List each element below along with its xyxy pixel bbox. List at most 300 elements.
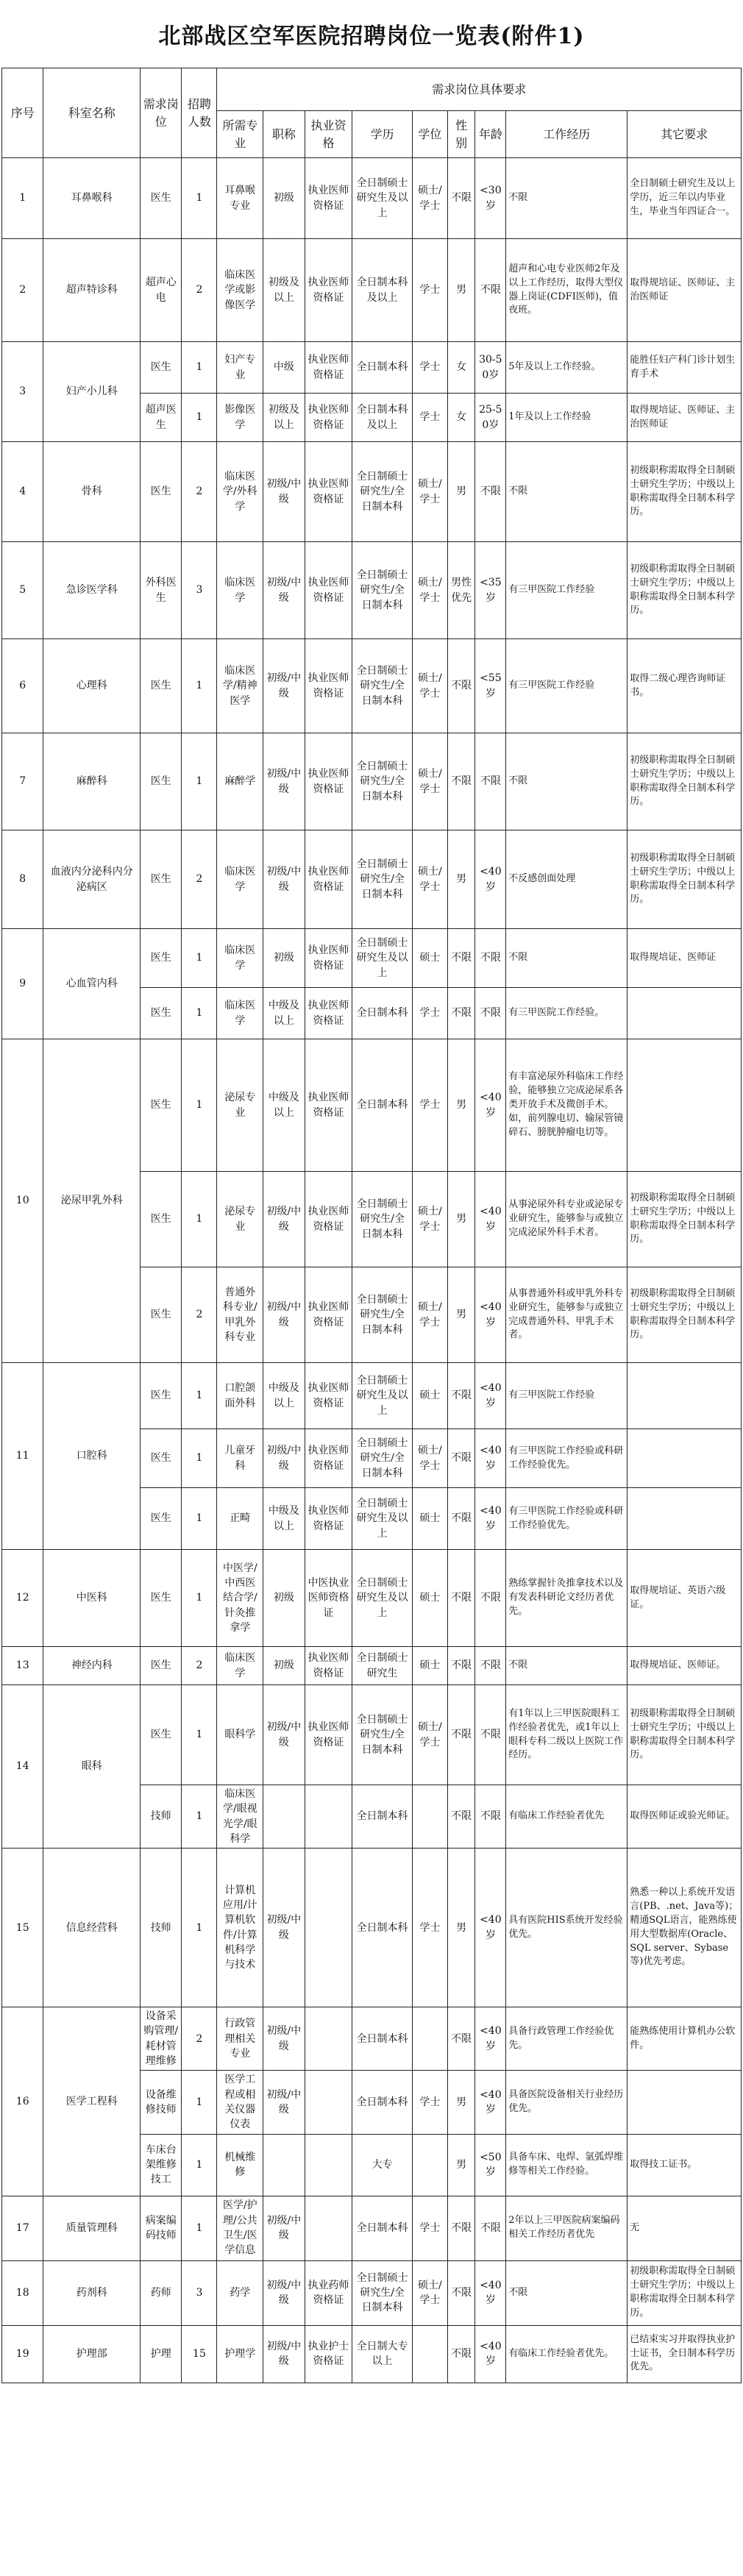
cell-license: 执业医师资格证 [305,988,352,1039]
cell-age: 不限 [475,1550,506,1647]
cell-count: 3 [182,542,217,639]
cell-license: 执业医师资格证 [305,929,352,988]
cell-seq: 3 [2,342,43,442]
cell-degree: 硕士/学士 [412,442,447,542]
cell-major: 行政管理相关专业 [217,2007,263,2071]
cell-post: 技师 [141,1785,182,1849]
cell-rank: 中级及以上 [263,988,305,1039]
cell-count: 1 [182,2196,217,2260]
cell-seq: 6 [2,639,43,733]
cell-age: 不限 [475,929,506,988]
cell-gender: 不限 [447,1550,475,1647]
cell-post: 病案编码技师 [141,2196,182,2260]
cell-count: 1 [182,342,217,394]
cell-count: 3 [182,2260,217,2325]
header-gender: 性别 [447,111,475,158]
cell-post: 设备采购管理/耗材管理维修 [141,2007,182,2071]
cell-major: 医学工程或相关仪器仪表 [217,2071,263,2134]
cell-post: 医生 [141,733,182,830]
cell-count: 1 [182,2134,217,2196]
cell-edu: 全日制大专以上 [352,2325,412,2383]
cell-gender: 不限 [447,1685,475,1785]
cell-license: 执业医师资格证 [305,733,352,830]
cell-other: 无 [628,2196,742,2260]
cell-seq: 2 [2,239,43,342]
cell-dept: 血液内分泌科内分泌病区 [43,830,141,929]
cell-post: 医生 [141,639,182,733]
cell-age: <40岁 [475,1172,506,1267]
cell-rank: 中级 [263,342,305,394]
cell-count: 1 [182,1785,217,1849]
cell-degree: 学士 [412,239,447,342]
cell-dept: 药剂科 [43,2260,141,2325]
cell-age: <40岁 [475,1363,506,1429]
cell-gender: 不限 [447,158,475,239]
cell-degree: 学士 [412,2071,447,2134]
cell-exp: 不限 [506,733,628,830]
cell-age: <40岁 [475,2260,506,2325]
header-post: 需求岗位 [141,68,182,158]
cell-post: 车床台架维修技工 [141,2134,182,2196]
cell-exp: 有临床工作经验者优先 [506,1785,628,1849]
cell-degree: 硕士 [412,1488,447,1550]
cell-count: 1 [182,733,217,830]
cell-degree: 硕士/学士 [412,1429,447,1488]
cell-count: 15 [182,2325,217,2383]
cell-rank: 初级/中级 [263,1429,305,1488]
cell-post: 护理 [141,2325,182,2383]
cell-edu: 全日制本科 [352,342,412,394]
header-age: 年龄 [475,111,506,158]
cell-gender: 不限 [447,2260,475,2325]
cell-edu: 全日制硕士研究生/全日制本科 [352,1429,412,1488]
cell-rank: 初级/中级 [263,2325,305,2383]
cell-exp: 不限 [506,442,628,542]
cell-age: <40岁 [475,2071,506,2134]
cell-seq: 4 [2,442,43,542]
cell-post: 医生 [141,1172,182,1267]
cell-major: 医学/护理/公共卫生/医学信息 [217,2196,263,2260]
cell-other [628,2071,742,2134]
cell-seq: 9 [2,929,43,1039]
cell-seq: 8 [2,830,43,929]
cell-count: 1 [182,639,217,733]
cell-count: 1 [182,988,217,1039]
cell-age: <40岁 [475,1429,506,1488]
cell-post: 医生 [141,1488,182,1550]
cell-degree [412,1785,447,1849]
cell-rank: 初级/中级 [263,2071,305,2134]
cell-edu: 全日制本科 [352,1849,412,2007]
cell-dept: 耳鼻喉科 [43,158,141,239]
cell-exp: 有三甲医院工作经验 [506,542,628,639]
cell-count: 1 [182,2071,217,2134]
cell-license: 执业医师资格证 [305,542,352,639]
cell-license: 执业医师资格证 [305,342,352,394]
cell-major: 计算机应用/计算机软件/计算机科学与技术 [217,1849,263,2007]
cell-gender: 男 [447,1267,475,1363]
cell-license: 执业医师资格证 [305,442,352,542]
cell-seq: 7 [2,733,43,830]
cell-exp: 具备车床、电焊、氩弧焊维修等相关工作经验。 [506,2134,628,2196]
cell-other [628,1429,742,1488]
cell-major: 泌尿专业 [217,1039,263,1172]
cell-major: 临床医学 [217,1647,263,1685]
cell-degree: 硕士/学士 [412,1685,447,1785]
cell-rank: 中级及以上 [263,1039,305,1172]
header-license: 执业资格 [305,111,352,158]
cell-exp: 不限 [506,929,628,988]
cell-major: 临床医学 [217,542,263,639]
cell-rank [263,2134,305,2196]
header-edu: 学历 [352,111,412,158]
cell-count: 1 [182,1685,217,1785]
cell-age: 不限 [475,988,506,1039]
cell-exp: 2年以上三甲医院病案编码相关工作经历者优先 [506,2196,628,2260]
cell-degree: 学士 [412,2196,447,2260]
cell-exp: 不限 [506,1647,628,1685]
cell-other: 初级职称需取得全日制硕士研究生学历；中级以上职称需取得全日制本科学历。 [628,442,742,542]
cell-post: 医生 [141,1267,182,1363]
cell-edu: 全日制硕士研究生/全日制本科 [352,1685,412,1785]
cell-other: 全日制硕士研究生及以上学历，近三年以内毕业生，毕业当年四证合一。 [628,158,742,239]
cell-dept: 口腔科 [43,1363,141,1550]
cell-dept: 眼科 [43,1685,141,1849]
cell-degree: 硕士/学士 [412,830,447,929]
cell-edu: 全日制硕士研究生及以上 [352,1550,412,1647]
cell-gender: 男 [447,2071,475,2134]
cell-count: 2 [182,2007,217,2071]
page-title: 北部战区空军医院招聘岗位一览表(附件1) [158,24,585,49]
cell-age: <55岁 [475,639,506,733]
cell-gender: 不限 [447,1363,475,1429]
cell-dept: 超声特诊科 [43,239,141,342]
cell-other [628,1488,742,1550]
cell-count: 1 [182,1172,217,1267]
cell-age: <40岁 [475,2325,506,2383]
cell-rank: 初级/中级 [263,830,305,929]
table-row [2,542,742,639]
cell-license: 执业医师资格证 [305,158,352,239]
cell-rank: 初级 [263,1550,305,1647]
cell-major: 临床医学 [217,929,263,988]
cell-rank: 初级/中级 [263,1172,305,1267]
cell-edu: 全日制硕士研究生 [352,1647,412,1685]
cell-post: 医生 [141,1685,182,1785]
cell-rank: 初级/中级 [263,2007,305,2071]
cell-rank: 初级及以上 [263,394,305,442]
cell-rank: 初级/中级 [263,1849,305,2007]
cell-post: 药师 [141,2260,182,2325]
cell-count: 1 [182,1429,217,1488]
cell-rank: 初级 [263,1647,305,1685]
cell-age: 不限 [475,1685,506,1785]
table-row [2,442,742,542]
cell-exp: 具备行政管理工作经验优先。 [506,2007,628,2071]
cell-count: 2 [182,239,217,342]
cell-license: 执业医师资格证 [305,394,352,442]
cell-exp: 有临床工作经验者优先。 [506,2325,628,2383]
cell-other [628,1363,742,1429]
cell-other: 取得规培证、医师证。 [628,1647,742,1685]
cell-edu: 全日制硕士研究生/全日制本科 [352,830,412,929]
cell-seq: 19 [2,2325,43,2383]
cell-gender: 不限 [447,1785,475,1849]
cell-seq: 5 [2,542,43,639]
cell-gender: 男 [447,1039,475,1172]
cell-major: 临床医学或影像医学 [217,239,263,342]
cell-other: 取得技工证书。 [628,2134,742,2196]
cell-edu: 全日制硕士研究生及以上 [352,1488,412,1550]
cell-gender: 不限 [447,1429,475,1488]
cell-license [305,2071,352,2134]
cell-age: <40岁 [475,830,506,929]
cell-exp: 不反感创面处理 [506,830,628,929]
cell-major: 临床医学/精神医学 [217,639,263,733]
cell-rank: 初级/中级 [263,2260,305,2325]
cell-edu: 全日制硕士研究生/全日制本科 [352,442,412,542]
table-row [2,929,742,988]
cell-count: 1 [182,1363,217,1429]
cell-rank: 初级及以上 [263,239,305,342]
header-dept: 科室名称 [43,68,141,158]
cell-major: 眼科学 [217,1685,263,1785]
cell-major: 护理学 [217,2325,263,2383]
cell-age: 不限 [475,2196,506,2260]
cell-other: 初级职称需取得全日制硕士研究生学历；中级以上职称需取得全日制本科学历。 [628,733,742,830]
cell-dept: 急诊医学科 [43,542,141,639]
cell-gender: 女 [447,342,475,394]
cell-exp: 从事普通外科或甲乳外科专业研究生，能够参与或独立完成普通外科、甲乳手术者。 [506,1267,628,1363]
table-row [2,2260,742,2325]
cell-seq: 12 [2,1550,43,1647]
cell-edu: 全日制本科及以上 [352,239,412,342]
cell-edu: 全日制硕士研究生/全日制本科 [352,1172,412,1267]
cell-gender: 不限 [447,2325,475,2383]
cell-license [305,2134,352,2196]
cell-gender: 男 [447,1172,475,1267]
cell-age: 不限 [475,442,506,542]
cell-gender: 不限 [447,2196,475,2260]
cell-license: 执业医师资格证 [305,1172,352,1267]
cell-post: 外科医生 [141,542,182,639]
cell-count: 1 [182,1039,217,1172]
cell-seq: 14 [2,1685,43,1849]
cell-exp: 熟练掌握针灸推拿技术以及有发表科研论文经历者优先。 [506,1550,628,1647]
cell-age: 不限 [475,239,506,342]
cell-post: 超声心电 [141,239,182,342]
cell-rank: 中级及以上 [263,1488,305,1550]
cell-major: 中医学/中西医结合学/针灸推拿学 [217,1550,263,1647]
cell-post: 医生 [141,1550,182,1647]
table-row [2,1039,742,1172]
header-degree: 学位 [412,111,447,158]
cell-post: 医生 [141,442,182,542]
cell-edu: 全日制硕士研究生及以上 [352,158,412,239]
cell-seq: 13 [2,1647,43,1685]
cell-age: <35岁 [475,542,506,639]
header-requirements-group: 需求岗位具体要求 [217,68,742,111]
cell-major: 口腔颌面外科 [217,1363,263,1429]
cell-dept: 心理科 [43,639,141,733]
cell-license: 执业医师资格证 [305,1647,352,1685]
cell-degree: 学士 [412,342,447,394]
cell-post: 设备维修技师 [141,2071,182,2134]
table-body [2,158,742,2383]
cell-age: 不限 [475,1785,506,1849]
cell-rank: 初级/中级 [263,2196,305,2260]
cell-degree: 学士 [412,394,447,442]
cell-edu: 全日制硕士研究生及以上 [352,929,412,988]
cell-major: 麻醉学 [217,733,263,830]
cell-edu: 全日制本科及以上 [352,394,412,442]
cell-dept: 信息经营科 [43,1849,141,2007]
cell-license [305,2196,352,2260]
cell-rank: 初级 [263,929,305,988]
cell-post: 医生 [141,1039,182,1172]
cell-count: 2 [182,1267,217,1363]
cell-degree: 硕士/学士 [412,1267,447,1363]
recruitment-table [1,68,742,2383]
cell-edu: 全日制硕士研究生及以上 [352,1363,412,1429]
cell-license [305,1849,352,2007]
cell-dept: 骨科 [43,442,141,542]
cell-other: 取得医师证或验光师证。 [628,1785,742,1849]
cell-other: 已结束实习并取得执业护士证书，全日制本科学历优先。 [628,2325,742,2383]
cell-other: 初级职称需取得全日制硕士研究生学历；中级以上职称需取得全日制本科学历。 [628,830,742,929]
cell-edu: 全日制硕士研究生/全日制本科 [352,639,412,733]
cell-gender: 男 [447,239,475,342]
cell-major: 耳鼻喉专业 [217,158,263,239]
cell-edu: 全日制本科 [352,2007,412,2071]
cell-post: 医生 [141,1647,182,1685]
cell-dept: 中医科 [43,1550,141,1647]
cell-seq: 15 [2,1849,43,2007]
cell-degree: 硕士 [412,1550,447,1647]
cell-other: 能胜任妇产科门诊计划生育手术 [628,342,742,394]
cell-degree: 硕士/学士 [412,2260,447,2325]
header-seq: 序号 [2,68,43,158]
cell-age: <40岁 [475,2007,506,2071]
table-row [2,830,742,929]
cell-seq: 17 [2,2196,43,2260]
cell-license: 执业医师资格证 [305,239,352,342]
cell-dept: 医学工程科 [43,2007,141,2196]
cell-rank: 初级/中级 [263,442,305,542]
cell-gender: 男 [447,1849,475,2007]
cell-count: 1 [182,929,217,988]
cell-degree: 硕士/学士 [412,1172,447,1267]
cell-major: 临床医学/外科学 [217,442,263,542]
table-row [2,2007,742,2071]
cell-other [628,988,742,1039]
table-row [2,733,742,830]
cell-count: 1 [182,394,217,442]
cell-exp: 具备医院设备相关行业经历优先。 [506,2071,628,2134]
cell-degree: 硕士/学士 [412,542,447,639]
cell-count: 2 [182,1647,217,1685]
cell-exp: 有1年以上三甲医院眼科工作经验者优先，或1年以上眼科专科二级以上医院工作经历。 [506,1685,628,1785]
cell-gender: 男 [447,2134,475,2196]
table-row [2,1363,742,1429]
table-row [2,1849,742,2007]
cell-gender: 不限 [447,2007,475,2071]
cell-license: 执业医师资格证 [305,1267,352,1363]
cell-post: 技师 [141,1849,182,2007]
cell-exp: 不限 [506,158,628,239]
cell-edu: 全日制本科 [352,2196,412,2260]
cell-degree: 硕士 [412,1647,447,1685]
cell-degree: 硕士/学士 [412,639,447,733]
cell-license: 执业医师资格证 [305,1685,352,1785]
cell-seq: 1 [2,158,43,239]
cell-count: 2 [182,830,217,929]
cell-age: <40岁 [475,1849,506,2007]
cell-other [628,1039,742,1172]
cell-degree [412,2134,447,2196]
cell-other: 初级职称需取得全日制硕士研究生学历；中级以上职称需取得全日制本科学历。 [628,1172,742,1267]
header-rank: 职称 [263,111,305,158]
cell-age: <50岁 [475,2134,506,2196]
cell-gender: 不限 [447,988,475,1039]
cell-license [305,2007,352,2071]
cell-other: 初级职称需取得全日制硕士研究生学历；中级以上职称需取得全日制本科学历。 [628,1685,742,1785]
cell-exp: 有三甲医院工作经验。 [506,988,628,1039]
cell-post: 医生 [141,988,182,1039]
cell-rank: 初级 [263,158,305,239]
cell-exp: 1年及以上工作经验 [506,394,628,442]
cell-edu: 全日制本科 [352,1039,412,1172]
cell-edu: 全日制本科 [352,988,412,1039]
cell-degree: 学士 [412,1849,447,2007]
cell-gender: 不限 [447,1647,475,1685]
table-row [2,1550,742,1647]
cell-gender: 男 [447,442,475,542]
cell-edu: 全日制硕士研究生/全日制本科 [352,542,412,639]
table-row [2,158,742,239]
cell-post: 超声医生 [141,394,182,442]
cell-major: 临床医学 [217,988,263,1039]
cell-license: 执业医师资格证 [305,830,352,929]
cell-dept: 妇产小儿科 [43,342,141,442]
cell-exp: 从事泌尿外科专业或泌尿专业研究生，能够参与或独立完成泌尿外科手术者。 [506,1172,628,1267]
cell-age: 不限 [475,733,506,830]
cell-count: 1 [182,1550,217,1647]
cell-seq: 11 [2,1363,43,1550]
cell-dept: 质量管理科 [43,2196,141,2260]
cell-rank: 初级/中级 [263,1267,305,1363]
cell-gender: 不限 [447,1488,475,1550]
cell-age: 30-50岁 [475,342,506,394]
cell-seq: 18 [2,2260,43,2325]
table-row [2,1647,742,1685]
cell-age: 不限 [475,1647,506,1685]
table-row [2,239,742,342]
table-row [2,639,742,733]
cell-major: 机械维修 [217,2134,263,2196]
cell-gender: 男性优先 [447,542,475,639]
header-other: 其它要求 [628,111,742,158]
cell-edu: 全日制本科 [352,2071,412,2134]
cell-exp: 5年及以上工作经验。 [506,342,628,394]
cell-dept: 心血管内科 [43,929,141,1039]
cell-rank: 初级/中级 [263,1685,305,1785]
header-count: 招聘人数 [182,68,217,158]
cell-degree [412,2007,447,2071]
cell-gender: 男 [447,830,475,929]
cell-gender: 女 [447,394,475,442]
cell-other: 能熟练使用计算机办公软件。 [628,2007,742,2071]
